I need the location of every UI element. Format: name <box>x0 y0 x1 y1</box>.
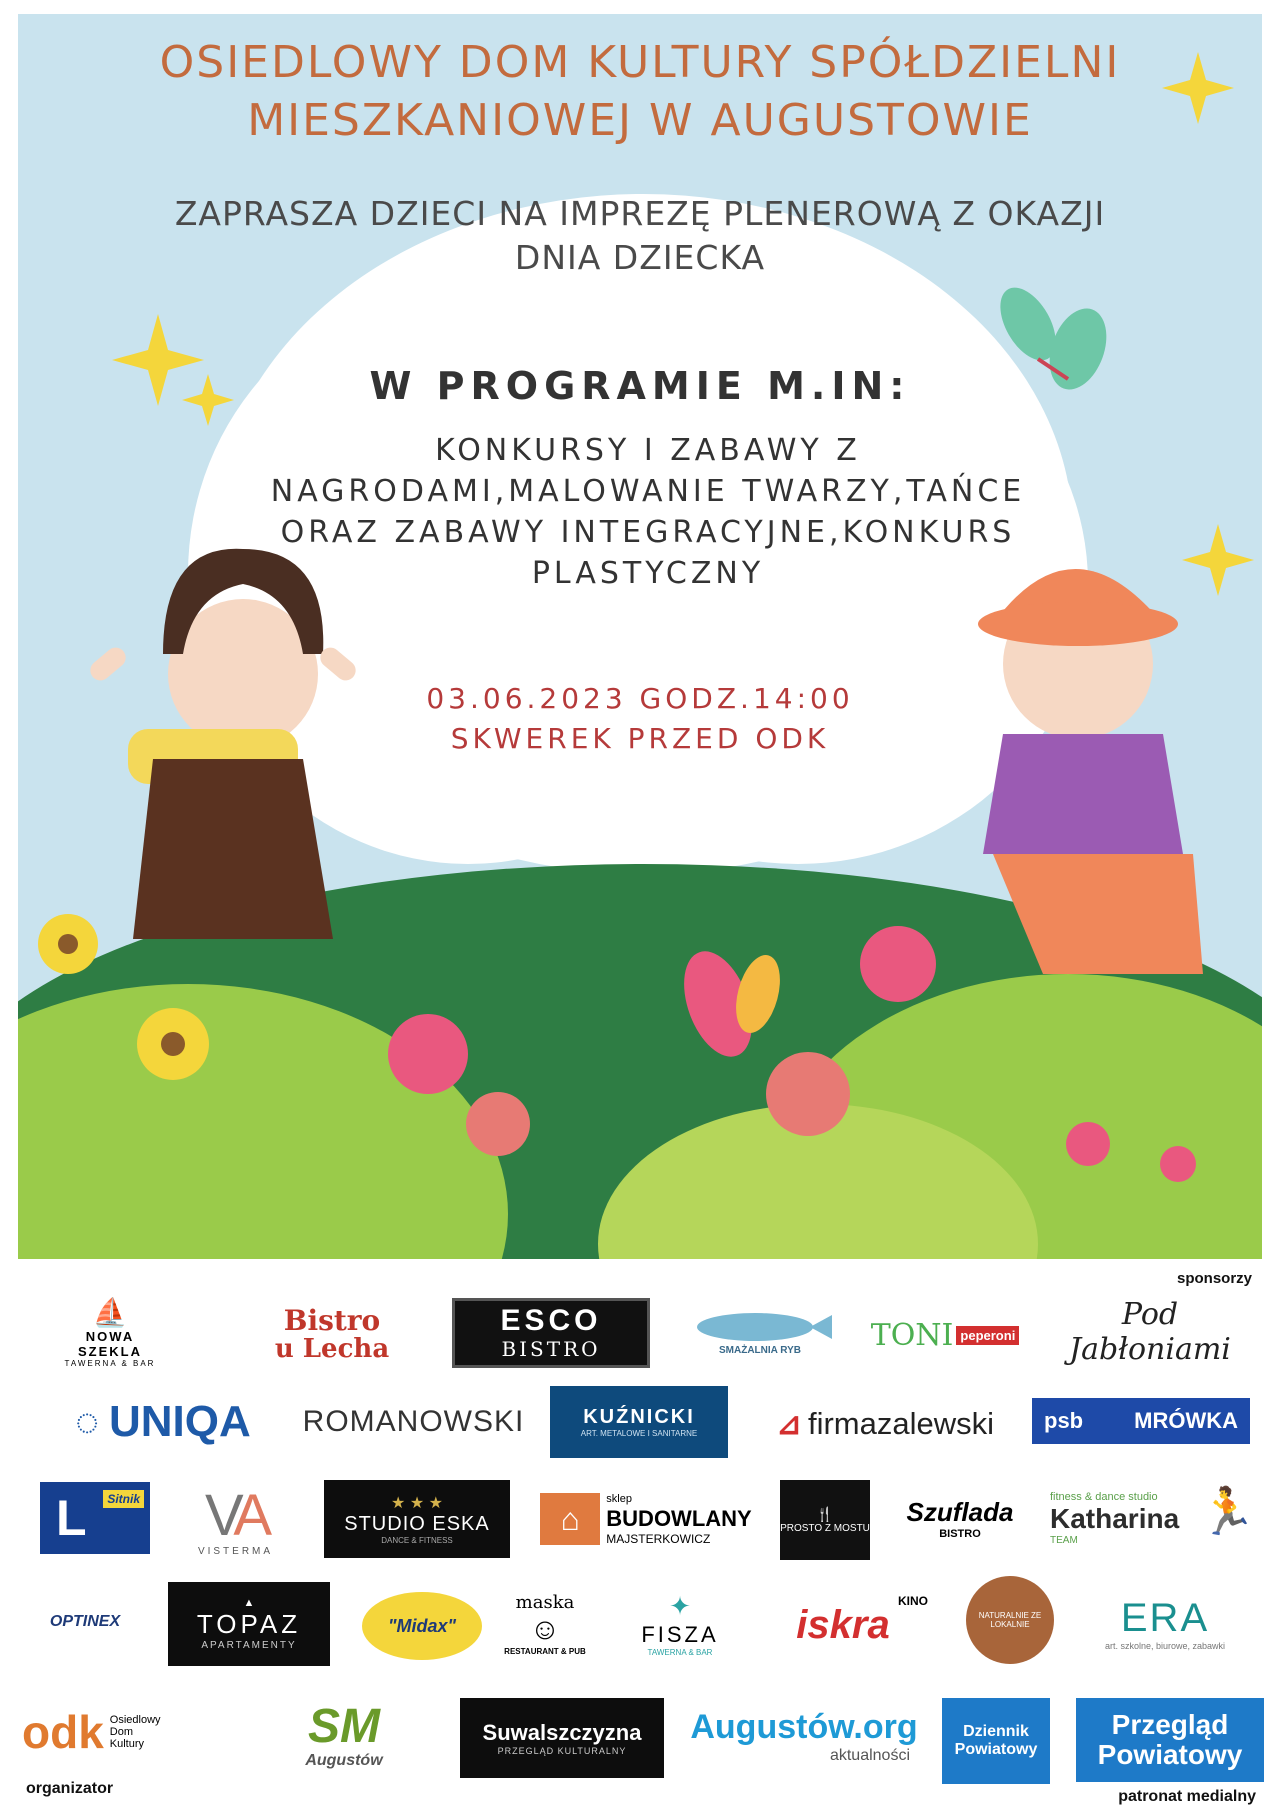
organizer-label: organizator <box>26 1780 114 1797</box>
event-date-location <box>18 679 1262 759</box>
logo-kino-iskra: iskra KINO <box>796 1594 928 1647</box>
logo-maska: maska ☺ RESTAURANT & PUB <box>504 1592 586 1656</box>
logo-smazalnia-ryb: SMAŻALNIA RYB <box>680 1302 840 1362</box>
uniqa-icon: ◌ <box>75 1399 99 1444</box>
program-heading: W PROGRAMIE M.IN: <box>369 364 911 408</box>
logo-pod-jabloniami: Pod Jabłoniami <box>1069 1297 1231 1367</box>
program-line: ORAZ ZABAWY INTEGRACYJNE,KONKURS <box>280 515 1016 550</box>
roof-icon: ▲ <box>243 1597 255 1609</box>
logo-sm-augustow: SM Augustów <box>305 1700 383 1769</box>
program-line: KONKURSY I ZABAWY Z <box>435 433 861 468</box>
poster-title <box>18 34 1262 150</box>
event-location: SKWEREK PRZED ODK <box>450 722 830 755</box>
poster-title-line1: OSIEDLOWY DOM KULTURY SPÓŁDZIELNI <box>159 37 1121 88</box>
poster-subtitle-line1: ZAPRASZA DZIECI NA IMPREZĘ PLENEROWĄ Z OKAZJI <box>174 194 1106 233</box>
fish-icon <box>685 1309 835 1345</box>
logo-sklep-budowlany: ⌂ sklep BUDOWLANY MAJSTERKOWICZ <box>532 1488 760 1550</box>
logo-studio-eska: ★ ★ ★ STUDIO ESKA DANCE & FITNESS <box>324 1480 510 1558</box>
logo-nowa-szekla: ⛵ NOWA SZEKLA TAWERNA & BAR <box>64 1297 156 1368</box>
boat-icon: ⛵ <box>92 1297 128 1328</box>
logo-dziennik-powiatowy: Dziennik Powiatowy <box>942 1698 1050 1784</box>
logo-przeglad-powiatowy: Przegląd Powiatowy <box>1076 1698 1264 1782</box>
logo-firmazalewski: ⊿ firmazalewski <box>775 1406 994 1441</box>
logo-szuflada: Szuflada BISTRO <box>906 1496 1014 1540</box>
program-line: NAGRODAMI,MALOWANIE TWARZY,TAŃCE <box>270 474 1026 509</box>
logo-prosto-z-mostu: 🍴 PROSTO Z MOSTU <box>780 1480 870 1560</box>
poster-title-line2: MIESZKANIOWEJ W AUGUSTOWIE <box>247 95 1033 146</box>
logo-topaz: ▲ TOPAZ APARTAMENTY <box>168 1582 330 1666</box>
sponsors-label: sponsorzy <box>1176 1270 1252 1287</box>
stars-icon: ★ ★ ★ <box>391 1495 443 1512</box>
l-icon: L <box>56 1490 87 1546</box>
logo-esco-bistro: ESCO BISTRO <box>452 1298 650 1368</box>
logo-optinex: OPTINEX <box>49 1613 121 1630</box>
logo-augustow-org: Augustów.org aktualności <box>690 1707 918 1764</box>
program-line: PLASTYCZNY <box>531 556 765 591</box>
logo-kuznicki: KUŹNICKI ART. METALOWE I SANITARNE <box>550 1386 728 1458</box>
media-patron-label: patronat medialny <box>1118 1788 1256 1805</box>
cutlery-icon: 🍴 <box>816 1506 834 1522</box>
logo-bistro-u-lecha: Bistro u Lecha <box>274 1304 390 1364</box>
logo-fisza: ✦ FISZA TAWERNA & BAR <box>641 1591 719 1657</box>
mask-icon: ☺ <box>529 1613 561 1646</box>
dancer-icon: 🏃 <box>1198 1485 1256 1537</box>
sponsors-footer <box>0 1262 1280 1810</box>
logo-toni-peperoni: TONI peperoni <box>875 1310 1015 1360</box>
logo-lokalnie: NATURALNIE ZE LOKALNIE <box>966 1576 1054 1664</box>
logo-romanowski: ROMANOWSKI <box>302 1405 525 1438</box>
fish-icon: ✦ <box>669 1591 691 1621</box>
logo-katharina: fitness & dance studio Katharina TEAM 🏃 <box>1050 1485 1256 1546</box>
poster-subtitle <box>18 192 1262 280</box>
house-icon: ⌂ <box>540 1493 600 1545</box>
logo-midax: "Midax" <box>362 1592 482 1660</box>
event-poster <box>18 14 1262 1259</box>
program-text <box>218 430 1078 594</box>
poster-subtitle-line2: DNIA DZIECKA <box>514 238 766 277</box>
event-date-time: 03.06.2023 GODZ.14:00 <box>426 682 854 715</box>
logo-odk: odk Osiedlowy Dom Kultury <box>22 1706 161 1758</box>
va-icon: VA <box>204 1482 267 1548</box>
logo-sitnik: L Sitnik <box>40 1482 150 1554</box>
logo-uniqa: ◌ UNIQA <box>75 1397 251 1446</box>
logo-psb-mrowka: psb MRÓWKA <box>1032 1398 1250 1444</box>
fz-icon: ⊿ <box>775 1406 802 1441</box>
logo-suwalszczyzna: Suwalszczyzna PRZEGLĄD KULTURALNY <box>460 1698 664 1778</box>
logo-era: ERA art. szkolne, biurowe, zabawki <box>1104 1595 1226 1651</box>
logo-visterma: VA VISTERMA <box>197 1482 274 1557</box>
